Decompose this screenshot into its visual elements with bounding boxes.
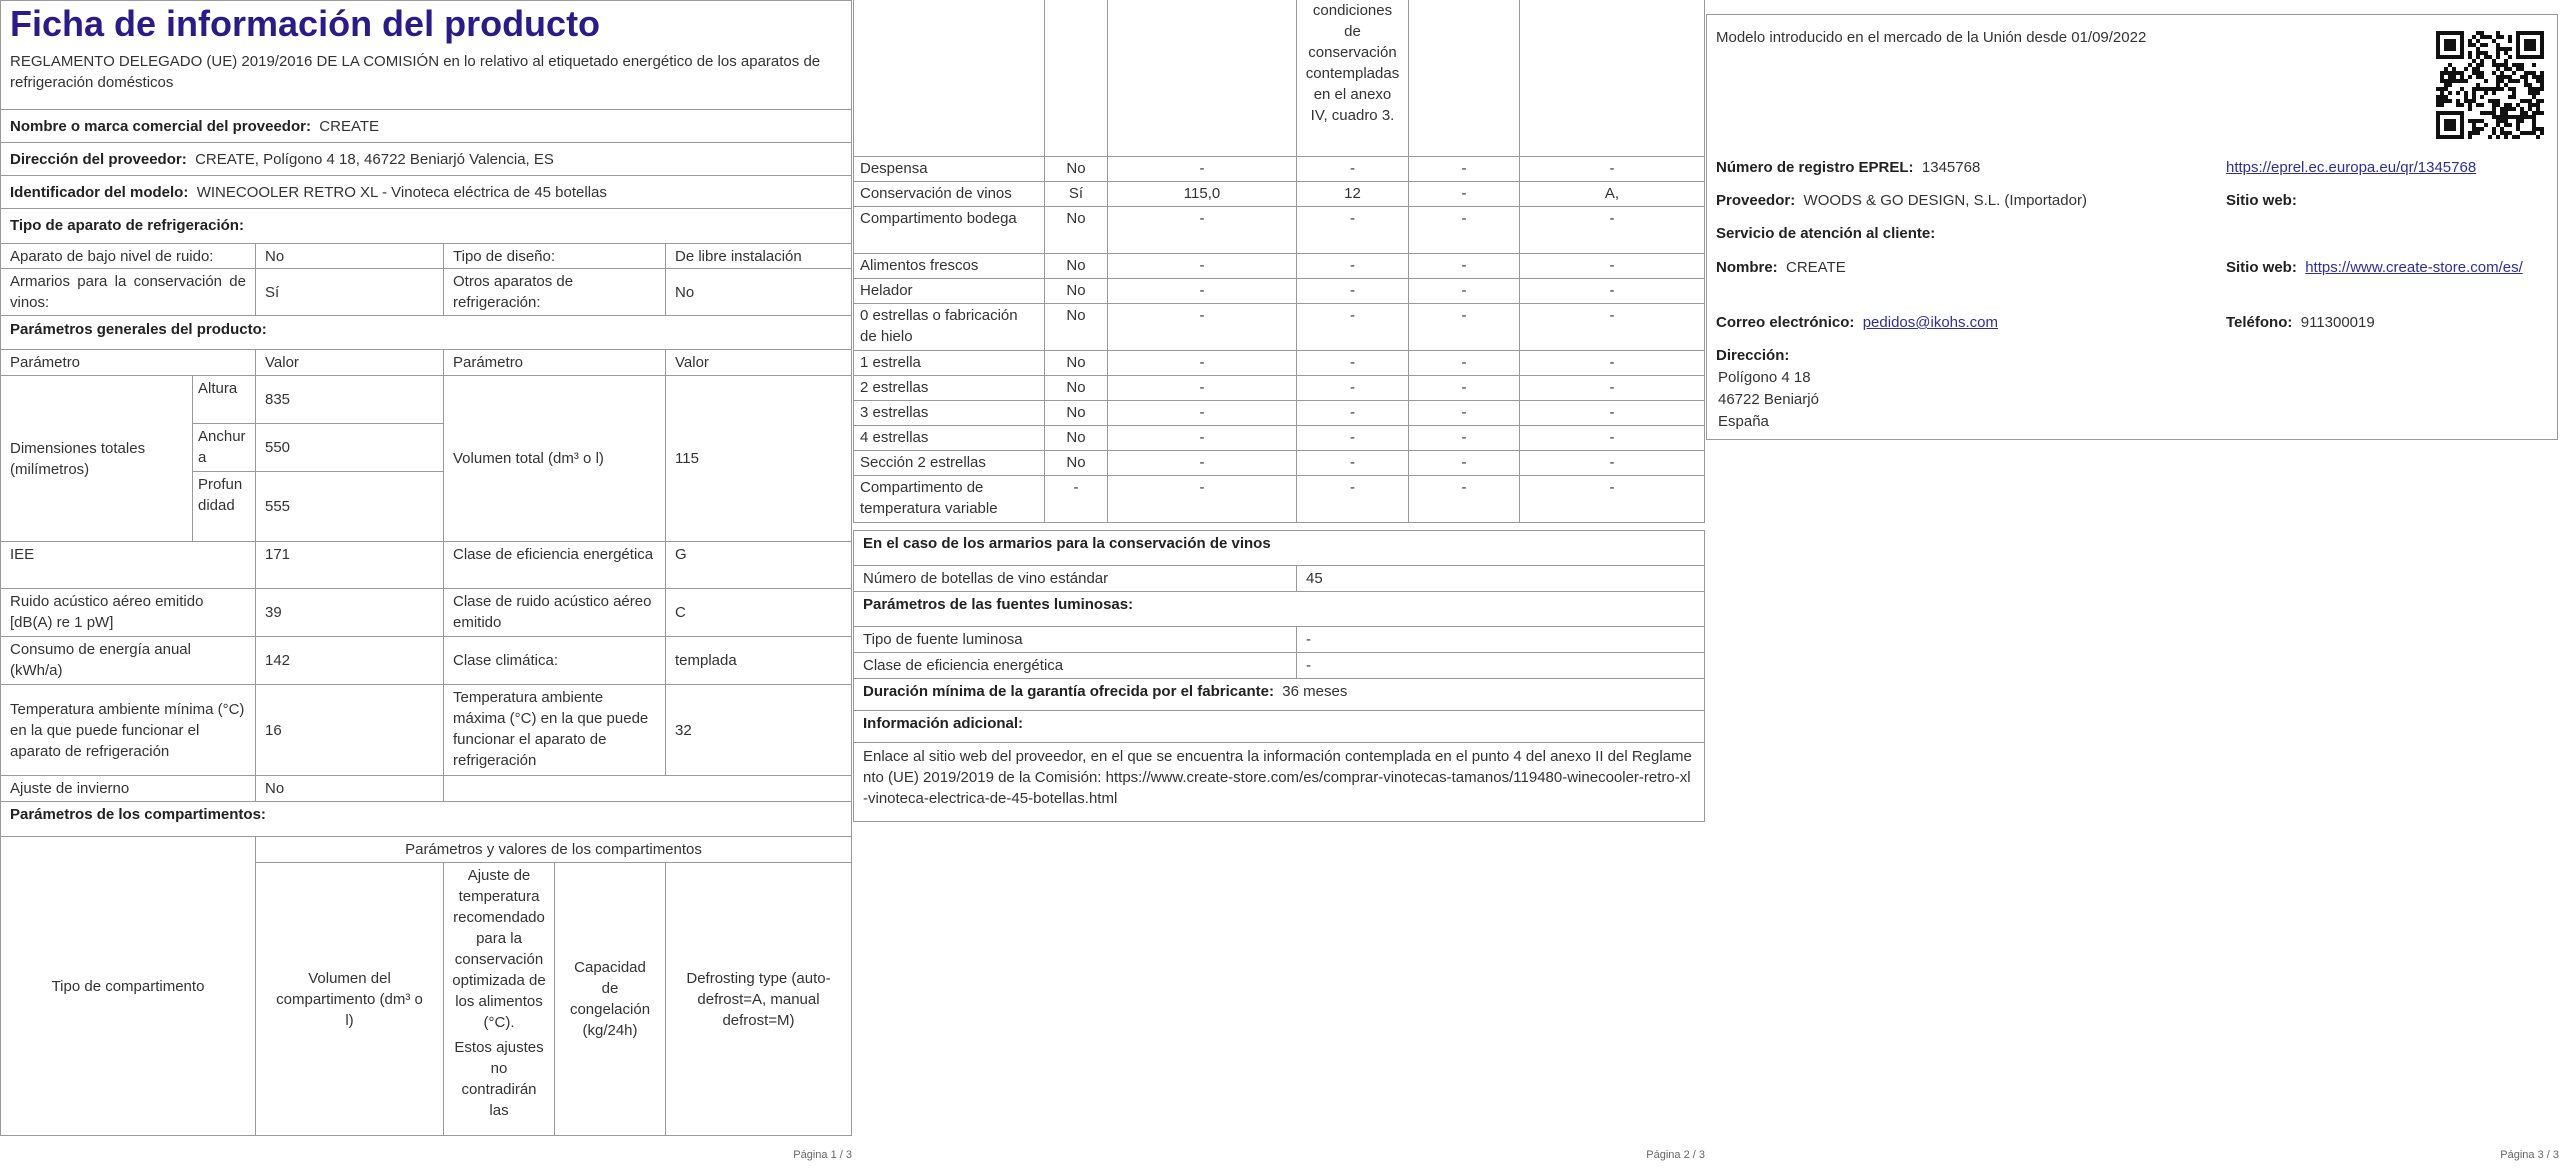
- compartment-temp: -: [1296, 375, 1409, 401]
- winter-value: No: [255, 775, 444, 802]
- compartment-temp: -: [1296, 425, 1409, 451]
- compartment-temp: -: [1296, 400, 1409, 426]
- compartment-vol: -: [1107, 475, 1297, 523]
- compartment-freeze: -: [1408, 375, 1520, 401]
- compartment-temp: -: [1296, 350, 1409, 376]
- phone-row: [2226, 312, 2375, 333]
- comp-temp-header-cell: [443, 862, 555, 1136]
- other-appliance-label: Otros aparatos de refrigeración:: [443, 268, 666, 316]
- compartment-vol: -: [1107, 350, 1297, 376]
- appliance-type-label: Tipo de aparato de refrigeración:: [0, 208, 852, 244]
- market-text: Modelo introducido en el mercado de la Unión desde 01/09/2022: [1716, 29, 2147, 46]
- website2-label: Sitio web:: [2226, 259, 2297, 276]
- address-label: Dirección del proveedor:: [10, 151, 187, 168]
- light-type-value: -: [1296, 626, 1705, 653]
- compartment-freeze: -: [1408, 425, 1520, 451]
- volume-value: 115: [665, 375, 852, 542]
- compartment-defrost: -: [1519, 156, 1705, 182]
- eprel-value: 1345768: [1921, 159, 1981, 176]
- compartment-freeze: -: [1408, 206, 1520, 254]
- comp-temp-note: Estos ajustes no contradirán las: [454, 1039, 544, 1119]
- comp-type-header: Tipo de compartimento: [0, 836, 256, 1136]
- comp-defrost-header: Defrosting type (auto-defrost=A, manual defrost=M): [665, 862, 852, 1136]
- compartment-vol: -: [1107, 425, 1297, 451]
- compartment-vol: -: [1107, 156, 1297, 182]
- height-value: 835: [255, 375, 444, 424]
- compartment-temp: 12: [1296, 181, 1409, 207]
- compartment-present: -: [1044, 475, 1108, 523]
- noise-label: Ruido acústico aéreo emitido [dB(A) re 1 pW]: [0, 588, 256, 637]
- eff-class-label: Clase de eficiencia energética: [443, 541, 666, 589]
- wine-storage-label: Armarios para la conservación de vinos:: [0, 268, 256, 316]
- provider-value: WOODS & GO DESIGN, S.L. (Importador): [1803, 192, 2087, 209]
- depth-value: 555: [255, 471, 444, 542]
- compartment-freeze: -: [1408, 156, 1520, 182]
- compartment-vol: -: [1107, 206, 1297, 254]
- compartment-name: Conservación de vinos: [853, 181, 1045, 207]
- compartment-vol: -: [1107, 253, 1297, 279]
- compartment-name: Compartimento de temperatura variable: [853, 475, 1045, 523]
- phone-value: 911300019: [2300, 314, 2375, 331]
- compartment-freeze: -: [1408, 400, 1520, 426]
- design-type-label: Tipo de diseño:: [443, 243, 666, 269]
- general-params-label: Parámetros generales del producto:: [0, 315, 852, 350]
- comp-freeze-header: Capacidad de congelación (kg/24h): [554, 862, 666, 1136]
- design-type-value: De libre instalación: [665, 243, 852, 269]
- website2-link[interactable]: https://www.create-store.com/es/: [2305, 259, 2523, 276]
- title-box: [0, 0, 852, 110]
- noise-class-value: C: [665, 588, 852, 637]
- width-value: 550: [255, 423, 444, 472]
- min-temp-value: 16: [255, 684, 444, 776]
- col-param-1: Parámetro: [0, 349, 256, 376]
- width-label: Anchura: [192, 423, 256, 472]
- supplier-value: CREATE: [319, 118, 380, 135]
- winter-empty: [443, 775, 852, 802]
- additional-text: Enlace al sitio web del proveedor, en el que se encuentra la información contemplada en el punto 4 del anexo II del Reglamento (UE) 2019/2019 de la Comisión: https://www.create-store.com/es/comprar-vinotecas-tamanos/119480-winecooler-retro-xl-vinoteca-electrica-de-45-botellas.html: [853, 742, 1705, 822]
- wine-storage-value: Sí: [255, 268, 444, 316]
- comp-temp-header: Ajuste de temperatura recomendado para la conservación optimizada de los alimentos (°C).: [452, 867, 546, 1031]
- compartment-name: 0 estrellas o fabricación de hielo: [853, 303, 1045, 351]
- compartment-freeze: -: [1408, 278, 1520, 304]
- compartment-name: 2 estrellas: [853, 375, 1045, 401]
- comp-params-header: Parámetros y valores de los compartimentos: [255, 836, 852, 863]
- service-label: Servicio de atención al cliente:: [1716, 225, 1936, 242]
- compartment-vol: 115,0: [1107, 181, 1297, 207]
- model-label: Identificador del modelo:: [10, 184, 189, 201]
- cont-cell-1: [853, 0, 1045, 157]
- max-temp-label: Temperatura ambiente máxima (°C) en la que puede funcionar el aparato de refrigeración: [443, 684, 666, 776]
- name-value: CREATE: [1786, 259, 1846, 276]
- eprel-link[interactable]: https://eprel.ec.europa.eu/qr/1345768: [2226, 159, 2477, 176]
- eprel-label: Número de registro EPREL:: [1716, 159, 1914, 176]
- compartment-name: Alimentos frescos: [853, 253, 1045, 279]
- consumption-value: 142: [255, 636, 444, 685]
- email-label: Correo electrónico:: [1716, 314, 1855, 331]
- compartment-present: No: [1044, 400, 1108, 426]
- cont-cell-5: [1408, 0, 1520, 157]
- page-3: [1706, 0, 2559, 1173]
- volume-label: Volumen total (dm³ o l): [443, 375, 666, 542]
- eff-class-value: G: [665, 541, 852, 589]
- compartment-temp: -: [1296, 450, 1409, 476]
- compartment-present: No: [1044, 156, 1108, 182]
- compartment-defrost: -: [1519, 400, 1705, 426]
- light-params-label: Parámetros de las fuentes luminosas:: [853, 591, 1705, 627]
- page-title: Ficha de información del producto: [10, 3, 601, 44]
- consumption-label: Consumo de energía anual (kWh/a): [0, 636, 256, 685]
- compartment-temp: -: [1296, 278, 1409, 304]
- email-row: [1716, 312, 1998, 333]
- compartment-freeze: -: [1408, 181, 1520, 207]
- min-temp-label: Temperatura ambiente mínima (°C) en la que puede funcionar el aparato de refrigeración: [0, 684, 256, 776]
- compartment-defrost: -: [1519, 375, 1705, 401]
- model-row: [0, 175, 852, 209]
- compartment-temp: -: [1296, 253, 1409, 279]
- wine-cabinets-label: En el caso de los armarios para la conservación de vinos: [853, 530, 1705, 566]
- compartment-temp: -: [1296, 303, 1409, 351]
- compartment-defrost: -: [1519, 278, 1705, 304]
- compartment-name: Helador: [853, 278, 1045, 304]
- compartment-defrost: -: [1519, 350, 1705, 376]
- compartment-vol: -: [1107, 375, 1297, 401]
- address-row: [0, 142, 852, 176]
- compartment-freeze: -: [1408, 350, 1520, 376]
- model-value: WINECOOLER RETRO XL - Vinoteca eléctrica de 45 botellas: [196, 184, 607, 201]
- website-label: Sitio web:: [2226, 192, 2297, 209]
- iee-value: 171: [255, 541, 444, 589]
- page-2: [853, 0, 1705, 1173]
- compartment-name: 1 estrella: [853, 350, 1045, 376]
- compartment-vol: -: [1107, 278, 1297, 304]
- comp-volume-header: Volumen del compartimento (dm³ o l): [255, 862, 444, 1136]
- compartment-present: Sí: [1044, 181, 1108, 207]
- supplier-row: [0, 109, 852, 143]
- max-temp-value: 32: [665, 684, 852, 776]
- light-class-value: -: [1296, 652, 1705, 679]
- compartment-freeze: -: [1408, 475, 1520, 523]
- depth-label: Profundidad: [192, 471, 256, 542]
- compartment-defrost: -: [1519, 425, 1705, 451]
- qr-code-icon: [2436, 31, 2544, 139]
- bottles-label: Número de botellas de vino estándar: [853, 565, 1297, 592]
- bottles-value: 45: [1296, 565, 1705, 592]
- compartment-vol: -: [1107, 400, 1297, 426]
- compartment-defrost: A,: [1519, 181, 1705, 207]
- provider-label: Proveedor:: [1716, 192, 1796, 209]
- compartment-present: No: [1044, 450, 1108, 476]
- compartment-temp: -: [1296, 475, 1409, 523]
- compartment-defrost: -: [1519, 206, 1705, 254]
- col-value-2: Valor: [665, 349, 852, 376]
- compartment-freeze: -: [1408, 450, 1520, 476]
- compartment-defrost: -: [1519, 475, 1705, 523]
- low-noise-value: No: [255, 243, 444, 269]
- direction-label: Dirección:: [1716, 347, 1790, 364]
- light-class-label: Clase de eficiencia energética: [853, 652, 1297, 679]
- compartment-present: No: [1044, 253, 1108, 279]
- compartment-present: No: [1044, 375, 1108, 401]
- compartment-name: Sección 2 estrellas: [853, 450, 1045, 476]
- compartment-temp: -: [1296, 206, 1409, 254]
- name-row: [1716, 257, 1846, 278]
- low-noise-label: Aparato de bajo nivel de ruido:: [0, 243, 256, 269]
- phone-label: Teléfono:: [2226, 314, 2293, 331]
- address-value: CREATE, Polígono 4 18, 46722 Beniarjó Valencia, ES: [195, 151, 554, 168]
- compartment-defrost: -: [1519, 303, 1705, 351]
- compartment-present: No: [1044, 278, 1108, 304]
- compartment-name: Despensa: [853, 156, 1045, 182]
- col-param-2: Parámetro: [443, 349, 666, 376]
- height-label: Altura: [192, 375, 256, 424]
- compartment-defrost: -: [1519, 253, 1705, 279]
- direction-block: [1716, 345, 1819, 433]
- direction-line-1: Polígono 4 18: [1718, 369, 1811, 386]
- compartment-defrost: -: [1519, 450, 1705, 476]
- climate-label: Clase climática:: [443, 636, 666, 685]
- page-number: Página 2 / 3: [1646, 1149, 1705, 1161]
- email-link[interactable]: pedidos@ikohs.com: [1862, 314, 1999, 331]
- compartment-present: No: [1044, 425, 1108, 451]
- compartment-freeze: -: [1408, 253, 1520, 279]
- compartment-freeze: -: [1408, 303, 1520, 351]
- warranty-label: Duración mínima de la garantía ofrecida por el fabricante:: [863, 683, 1274, 700]
- website2-row: [2226, 257, 2556, 279]
- other-appliance-value: No: [665, 268, 852, 316]
- compartment-name: 4 estrellas: [853, 425, 1045, 451]
- provider-row: [1716, 190, 2087, 211]
- compartment-present: No: [1044, 206, 1108, 254]
- col-value-1: Valor: [255, 349, 444, 376]
- warranty-row: [853, 678, 1705, 711]
- cont-cell-2: [1044, 0, 1108, 157]
- dimensions-label: Dimensiones totales (milímetros): [0, 375, 193, 542]
- page-number: Página 1 / 3: [793, 1149, 852, 1161]
- winter-label: Ajuste de invierno: [0, 775, 256, 802]
- cont-temp-header: condiciones de conservación contempladas en el anexo IV, cuadro 3.: [1296, 0, 1409, 157]
- supplier-label: Nombre o marca comercial del proveedor:: [10, 118, 311, 135]
- light-type-label: Tipo de fuente luminosa: [853, 626, 1297, 653]
- name-label: Nombre:: [1716, 259, 1778, 276]
- cont-cell-3: [1107, 0, 1297, 157]
- additional-label: Información adicional:: [853, 710, 1705, 743]
- direction-line-3: España: [1718, 413, 1769, 430]
- compartment-name: Compartimento bodega: [853, 206, 1045, 254]
- page-number: Página 3 / 3: [2500, 1149, 2559, 1161]
- direction-line-2: 46722 Beniarjó: [1718, 391, 1819, 408]
- compartment-vol: -: [1107, 450, 1297, 476]
- compartment-present: No: [1044, 303, 1108, 351]
- compartment-present: No: [1044, 350, 1108, 376]
- compartment-name: 3 estrellas: [853, 400, 1045, 426]
- warranty-value: 36 meses: [1282, 683, 1348, 700]
- page-1: [0, 0, 852, 1173]
- noise-class-label: Clase de ruido acústico aéreo emitido: [443, 588, 666, 637]
- cont-cell-6: [1519, 0, 1705, 157]
- regulation-text: REGLAMENTO DELEGADO (UE) 2019/2016 DE LA COMISIÓN en lo relativo al etiquetado energético de los aparatos de refrigeración domésticos: [10, 53, 821, 91]
- compartment-temp: -: [1296, 156, 1409, 182]
- compartments-label: Parámetros de los compartimentos:: [0, 801, 852, 837]
- climate-value: templada: [665, 636, 852, 685]
- noise-value: 39: [255, 588, 444, 637]
- iee-label: IEE: [0, 541, 256, 589]
- eprel-box: [1706, 14, 2558, 440]
- compartment-vol: -: [1107, 303, 1297, 351]
- eprel-row: [1716, 157, 1980, 178]
